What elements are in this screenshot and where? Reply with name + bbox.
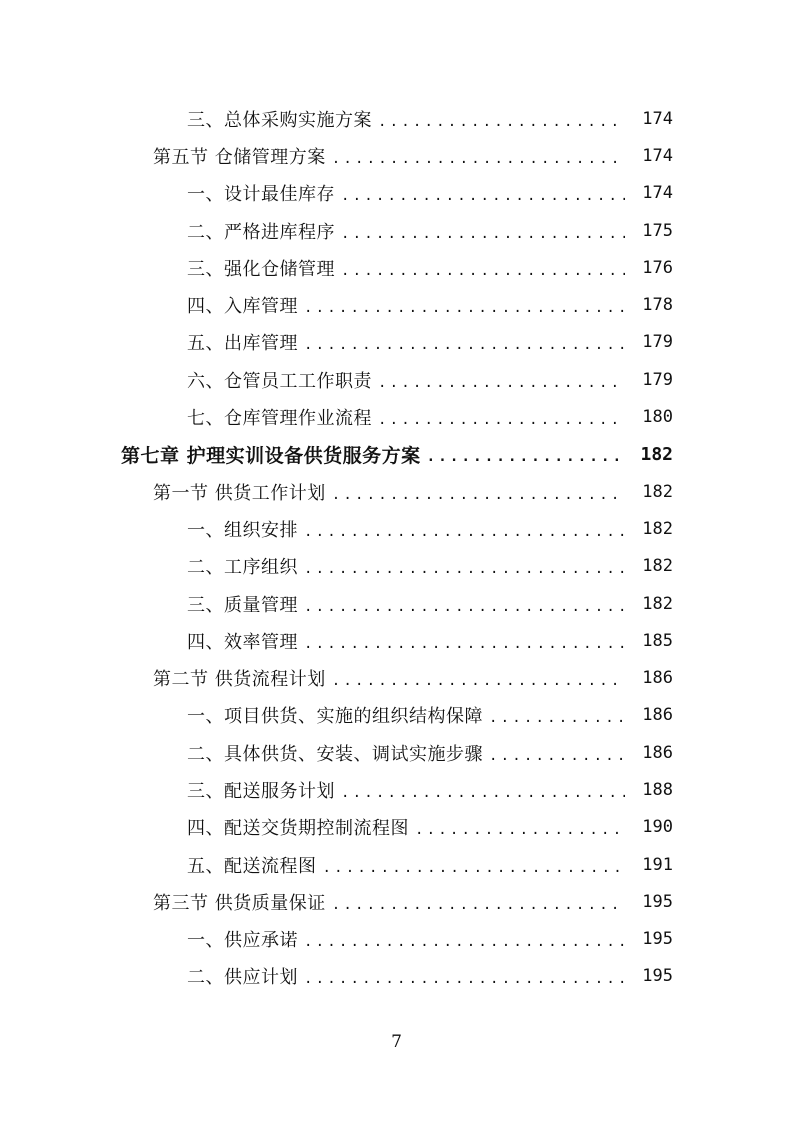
toc-entry-title: 七、仓库管理作业流程 — [187, 408, 372, 430]
toc-dot-leader — [304, 935, 625, 949]
toc-chapter-title: 第七章 护理实训设备供货服务方案 — [121, 444, 421, 467]
toc-entry-page: 186 — [642, 668, 673, 689]
toc-entry[interactable] — [0, 398, 793, 435]
toc-entry-title: 三、配送服务计划 — [187, 780, 335, 802]
toc-dot-leader — [341, 786, 625, 800]
toc-entry-page: 182 — [642, 556, 673, 577]
table-of-contents — [0, 100, 793, 995]
toc-entry[interactable] — [0, 883, 793, 920]
toc-dot-leader — [304, 600, 625, 614]
toc-entry[interactable] — [0, 175, 793, 212]
toc-entry-title: 三、强化仓储管理 — [187, 258, 335, 280]
toc-entry[interactable] — [0, 212, 793, 249]
toc-entry-title: 一、设计最佳库存 — [187, 184, 335, 206]
toc-entry[interactable] — [0, 585, 793, 622]
toc-dot-leader — [341, 264, 625, 278]
toc-entry[interactable] — [0, 137, 793, 174]
toc-entry[interactable] — [0, 659, 793, 696]
page-number: 7 — [391, 1032, 402, 1052]
toc-entry-title: 一、项目供货、实施的组织结构保障 — [187, 706, 483, 728]
toc-entry[interactable] — [0, 361, 793, 398]
toc-entry-page: 174 — [642, 183, 673, 204]
toc-entry[interactable] — [0, 697, 793, 734]
toc-dot-leader — [304, 562, 625, 576]
toc-entry-page: 180 — [642, 407, 673, 428]
toc-entry-page: 186 — [642, 742, 673, 763]
toc-entry[interactable] — [0, 548, 793, 585]
toc-entry-title: 一、组织安排 — [187, 519, 298, 541]
toc-entry-title: 第五节 仓储管理方案 — [153, 146, 326, 168]
toc-entry[interactable] — [0, 324, 793, 361]
toc-entry-page: 185 — [642, 630, 673, 651]
toc-entry-page: 179 — [642, 369, 673, 390]
toc-entry[interactable] — [0, 809, 793, 846]
toc-dot-leader — [332, 152, 625, 166]
toc-entry[interactable] — [0, 249, 793, 286]
toc-entry-title: 第三节 供货质量保证 — [153, 892, 326, 914]
toc-entry-page: 175 — [642, 220, 673, 241]
toc-entry[interactable] — [0, 622, 793, 659]
toc-entry-title: 二、严格进库程序 — [187, 221, 335, 243]
toc-entry[interactable] — [0, 921, 793, 958]
toc-entry-title: 二、具体供货、安装、调试实施步骤 — [187, 743, 483, 765]
toc-entry-page: 186 — [642, 705, 673, 726]
toc-dot-leader — [332, 674, 625, 688]
toc-entry-title: 五、出库管理 — [187, 333, 298, 355]
toc-entry-title: 第一节 供货工作计划 — [153, 482, 326, 504]
toc-dot-leader — [304, 301, 625, 315]
toc-entry[interactable] — [0, 771, 793, 808]
toc-dot-leader — [304, 525, 625, 539]
toc-dot-leader — [378, 413, 625, 427]
toc-entry-title: 二、供应计划 — [187, 967, 298, 989]
toc-entry-page: 174 — [642, 145, 673, 166]
toc-dot-leader — [378, 115, 625, 129]
toc-entry[interactable] — [0, 846, 793, 883]
toc-dot-leader — [304, 972, 625, 986]
toc-entry-page: 182 — [642, 481, 673, 502]
toc-entry-title: 三、总体采购实施方案 — [187, 109, 372, 131]
toc-entry-title: 三、质量管理 — [187, 594, 298, 616]
toc-entry-page: 182 — [642, 518, 673, 539]
toc-entry-page: 179 — [642, 332, 673, 353]
toc-entry-page: 188 — [642, 779, 673, 800]
toc-dot-leader — [489, 749, 625, 763]
toc-entry-title: 一、供应承诺 — [187, 930, 298, 952]
toc-entry-title: 四、效率管理 — [187, 631, 298, 653]
toc-dot-leader — [427, 450, 625, 464]
toc-dot-leader — [415, 823, 625, 837]
toc-entry-page: 176 — [642, 257, 673, 278]
toc-dot-leader — [332, 898, 625, 912]
toc-dot-leader — [323, 861, 626, 875]
toc-dot-leader — [304, 338, 625, 352]
toc-chapter-entry[interactable] — [0, 436, 793, 473]
toc-entry-page: 195 — [642, 891, 673, 912]
toc-entry-title: 二、工序组织 — [187, 557, 298, 579]
toc-chapter-page: 182 — [640, 443, 673, 465]
toc-dot-leader — [304, 637, 625, 651]
toc-entry[interactable] — [0, 510, 793, 547]
toc-entry[interactable] — [0, 734, 793, 771]
toc-entry-page: 174 — [642, 108, 673, 129]
toc-dot-leader — [341, 227, 625, 241]
toc-entry-page: 190 — [642, 817, 673, 838]
toc-entry-title: 四、入库管理 — [187, 296, 298, 318]
toc-entry[interactable] — [0, 286, 793, 323]
toc-entry-page: 178 — [642, 295, 673, 316]
toc-dot-leader — [378, 376, 625, 390]
toc-entry[interactable] — [0, 958, 793, 995]
toc-dot-leader — [489, 711, 625, 725]
toc-entry-title: 四、配送交货期控制流程图 — [187, 818, 409, 840]
toc-dot-leader — [332, 488, 625, 502]
toc-entry-title: 第二节 供货流程计划 — [153, 669, 326, 691]
toc-entry-page: 191 — [642, 854, 673, 875]
toc-entry-page: 195 — [642, 929, 673, 950]
toc-dot-leader — [341, 189, 625, 203]
toc-entry-title: 五、配送流程图 — [187, 855, 317, 877]
toc-entry-page: 182 — [642, 593, 673, 614]
toc-entry[interactable] — [0, 473, 793, 510]
toc-entry[interactable] — [0, 100, 793, 137]
toc-entry-page: 195 — [642, 966, 673, 987]
toc-entry-title: 六、仓管员工工作职责 — [187, 370, 372, 392]
